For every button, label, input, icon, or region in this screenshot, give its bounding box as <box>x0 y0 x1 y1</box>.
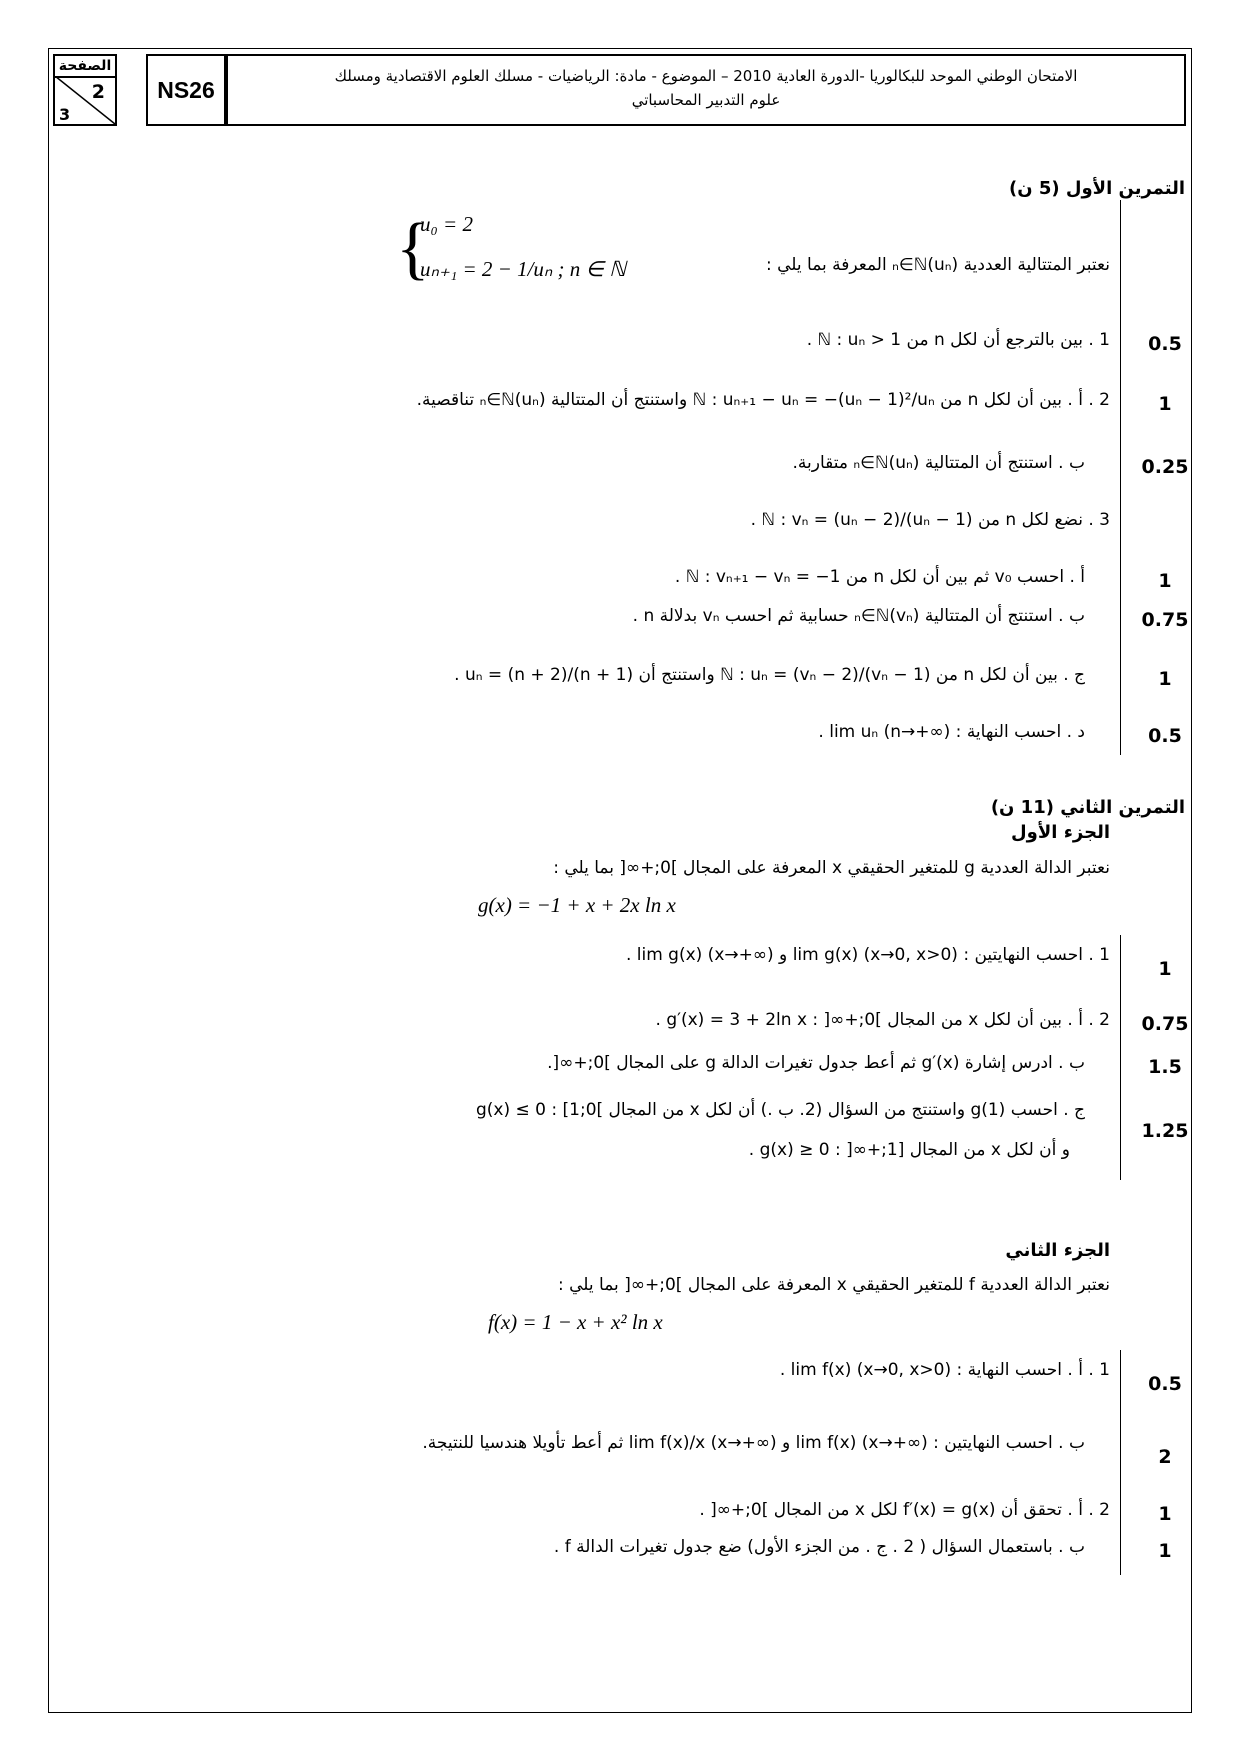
exam-title <box>226 54 1186 126</box>
ex1-q1: 1 . بين بالترجع أن لكل n من ℕ : uₙ > 1 . <box>806 330 1110 350</box>
part2-q1b: ب . احسب النهايتين : lim f(x) (x→+∞) و lim f(x)/x (x→+∞) ثم أعط تأويلا هندسيا للنتيجة. <box>422 1433 1085 1453</box>
g-definition: g(x) = −1 + x + 2x ln x <box>478 893 676 917</box>
exercise2-title: التمرين الثاني (11 ن) <box>990 797 1185 818</box>
points-part1-q2b: 1.5 <box>1148 1056 1182 1078</box>
page-label: الصفحة <box>55 56 115 78</box>
def-u0: u₀ = 2 <box>420 212 473 236</box>
ex1-q3d: د . احسب النهاية : lim uₙ (n→+∞) . <box>818 722 1085 742</box>
ex1-q3: 3 . نضع لكل n من ℕ : vₙ = (uₙ − 2)/(uₙ − 1) . <box>750 510 1110 530</box>
part1-q2a: 2 . أ . بين أن لكل x من المجال ]0;+∞[ : g′(x) = 3 + 2ln x . <box>655 1010 1110 1030</box>
ex1-q3a: أ . احسب v₀ ثم بين أن لكل n من ℕ : vₙ₊₁ − vₙ = −1 . <box>674 567 1085 587</box>
points-part2-q2b: 1 <box>1158 1540 1172 1562</box>
part2-points-rule <box>1120 1350 1121 1575</box>
ex1-q3b: ب . استنتج أن المتتالية (vₙ)ₙ∈ℕ حسابية ثم احسب vₙ بدلالة n . <box>632 606 1085 626</box>
exam-title-line1: الامتحان الوطني الموحد للبكالوريا -الدورة العادية 2010 – الموضوع - مادة: الرياضيات - مسلك العلوم الاقتصادية ومسلك <box>334 67 1078 85</box>
points-ex1-q1: 0.5 <box>1148 333 1182 355</box>
points-ex1-q3d: 0.5 <box>1148 725 1182 747</box>
points-ex1-q2a: 1 <box>1158 393 1172 415</box>
ex1-q3c: ج . بين أن لكل n من ℕ : uₙ = (vₙ − 2)/(vₙ − 1) واستنتج أن uₙ = (n + 2)/(n + 1) . <box>454 665 1085 685</box>
points-ex1-q3b: 0.75 <box>1141 609 1189 631</box>
points-ex1-q3a: 1 <box>1158 570 1172 592</box>
ex1-intro: نعتبر المتتالية العددية (uₙ)ₙ∈ℕ المعرفة بما يلي : <box>765 255 1110 275</box>
ex1-q2a: 2 . أ . بين أن لكل n من ℕ : uₙ₊₁ − uₙ = −(uₙ − 1)²/uₙ واستنتج أن المتتالية (uₙ)ₙ∈ℕ تناقصية. <box>416 390 1110 410</box>
part1-q2c-line1: ج . احسب g(1) واستنتج من السؤال (2. ب .) أن لكل x من المجال ]0;1] : g(x) ≤ 0 <box>475 1100 1085 1120</box>
part2-q1a: 1 . أ . احسب النهاية : lim f(x) (x→0, x>0) . <box>779 1360 1110 1380</box>
def-un1: uₙ₊₁ = 2 − 1/uₙ ; n ∈ ℕ <box>420 257 626 281</box>
ex1-q2b: ب . استنتج أن المتتالية (uₙ)ₙ∈ℕ متقاربة. <box>792 453 1085 473</box>
part2-intro: نعتبر الدالة العددية f للمتغير الحقيقي x المعرفة على المجال ]0;+∞[ بما يلي : <box>557 1275 1110 1295</box>
page-total: 3 <box>59 105 71 124</box>
page-frame <box>48 48 1192 1713</box>
exercise1-title: التمرين الأول (5 ن) <box>1008 178 1185 199</box>
part2-q2b: ب . باستعمال السؤال ( 2 . ج . من الجزء الأول) ضع جدول تغيرات الدالة f . <box>553 1537 1085 1557</box>
points-part2-q1b: 2 <box>1158 1446 1172 1468</box>
page-number-box <box>53 54 117 126</box>
points-part1-q2c: 1.25 <box>1141 1120 1189 1142</box>
exam-title-line2: علوم التدبير المحاسباتي <box>631 91 781 109</box>
points-ex1-q3c: 1 <box>1158 668 1172 690</box>
points-ex1-q2b: 0.25 <box>1141 456 1189 478</box>
f-definition: f(x) = 1 − x + x² ln x <box>488 1310 663 1334</box>
part1-title: الجزء الأول <box>1011 822 1110 843</box>
page-number: 2 <box>91 81 105 103</box>
part1-q2b: ب . ادرس إشارة g′(x) ثم أعط جدول تغيرات الدالة g على المجال ]0;+∞[. <box>547 1053 1085 1073</box>
part1-q2c-line2: و أن لكل x من المجال [1;+∞[ : g(x) ≥ 0 . <box>748 1140 1070 1160</box>
part2-title: الجزء الثاني <box>1005 1240 1110 1261</box>
part1-intro: نعتبر الدالة العددية g للمتغير الحقيقي x المعرفة على المجال ]0;+∞[ بما يلي : <box>553 858 1110 878</box>
part2-q2a: 2 . أ . تحقق أن f′(x) = g(x) لكل x من المجال ]0;+∞[ . <box>699 1500 1110 1520</box>
exam-code: NS26 <box>146 54 226 126</box>
points-part1-q1: 1 <box>1158 958 1172 980</box>
points-part2-q1a: 0.5 <box>1148 1373 1182 1395</box>
points-part1-q2a: 0.75 <box>1141 1013 1189 1035</box>
part1-q1: 1 . احسب النهايتين : lim g(x) (x→0, x>0) و lim g(x) (x→+∞) . <box>625 945 1110 965</box>
exercise1-points-rule <box>1120 200 1121 755</box>
points-part2-q2a: 1 <box>1158 1503 1172 1525</box>
part1-points-rule <box>1120 935 1121 1180</box>
